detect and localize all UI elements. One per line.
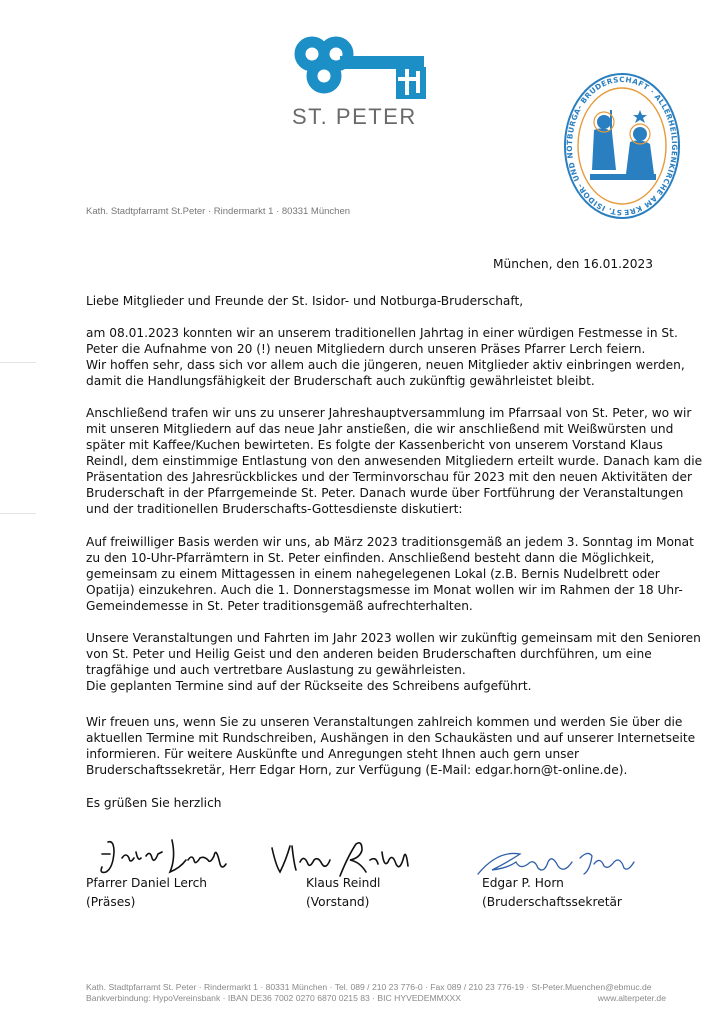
paragraph-line: und der traditionellen Bruderschafts-Gottesdienste diskutiert: xyxy=(86,502,463,516)
footer-row-bank xyxy=(86,993,666,1004)
letter-date: München, den 16.01.2023 xyxy=(493,257,653,271)
footer-bank-line: Bankverbindung: HypoVereinsbank · IBAN DE36 7002 0270 6870 0215 83 · BIC HYVEDEMMXXX xyxy=(86,993,461,1003)
signatory-1-name: Pfarrer Daniel Lerch xyxy=(86,876,207,890)
paragraph-line: informieren. Für weitere Auskünfte und Anregungen steht Ihnen auch gern unser xyxy=(86,747,580,761)
paragraph-line: von St. Peter und Heilig Geist und den anderen beiden Bruderschaften durchführen, um eine xyxy=(86,647,652,661)
st-peter-key-logo xyxy=(292,34,442,108)
signatory-1-role: (Präses) xyxy=(86,895,136,909)
paragraph-5 xyxy=(86,714,696,778)
seal-ring-text: ST. ISIDOR- UND NOTBURGA- BRUDERSCHAFT · ALLERHEILIGENKIRCHE AM KRE xyxy=(564,74,680,218)
paragraph-line: zu den 10-Uhr-Pfarrämtern in St. Peter einfinden. Anschließend besteht dann die Möglichkeit, xyxy=(86,551,655,565)
paragraph-line: Anschließend trafen wir uns zu unserer Jahreshauptversammlung im Pfarrsaal von St. Peter, wo wir xyxy=(86,406,692,420)
footer-website-link[interactable]: www.alterpeter.de xyxy=(597,993,666,1003)
paragraph-line: Wir hoffen sehr, dass sich vor allem auch die jüngeren, neuen Mitglieder aktiv einbringen werden, xyxy=(86,358,685,372)
paragraph-line: Auf freiwilliger Basis werden wir uns, ab März 2023 traditionsgemäß an jedem 3. Sonntag im Monat xyxy=(86,535,694,549)
paragraph-4 xyxy=(86,630,701,694)
paragraph-line: Wir freuen uns, wenn Sie zu unseren Veranstaltungen zahlreich kommen und werden Sie über die xyxy=(86,715,683,729)
paragraph-line: Die geplanten Termine sind auf der Rückseite des Schreibens aufgeführt. xyxy=(86,679,532,693)
fold-mark xyxy=(0,513,36,514)
footer-contact-line: Kath. Stadtpfarramt St. Peter · Rindermarkt 1 · 80331 München · Tel. 089 / 210 23 776-0 · Fax 089 / 210 23 776-19 · St-Peter.Muenchen@ebmuc.de xyxy=(86,982,652,992)
paragraph-line: tragfähige und auch vertretbare Auslastung zu gewährleisten. xyxy=(86,663,466,677)
signatory-2-name: Klaus Reindl xyxy=(306,876,381,890)
paragraph-line: Unsere Veranstaltungen und Fahrten im Jahr 2023 wollen wir zukünftig gemeinsam mit den Senioren xyxy=(86,631,701,645)
signatory-3-name: Edgar P. Horn xyxy=(482,876,564,890)
paragraph-line: damit die Handlungsfähigkeit der Bruderschaft auch zukünftig gewährleistet bleibt. xyxy=(86,374,595,388)
paragraph-line: Bruderschaftssekretär, Herr Edgar Horn, zur Verfügung (E-Mail: edgar.horn@t-online.de). xyxy=(86,763,628,777)
key-icon xyxy=(292,34,442,104)
paragraph-2 xyxy=(86,405,703,517)
paragraph-line: Reindl, dem einstimmige Entlastung von den anwesenden Mitgliedern erteilt wurde. Danach kam die xyxy=(86,454,703,468)
signatory-2-role: (Vorstand) xyxy=(306,895,370,909)
paragraph-line: aktuellen Termine mit Rundschreiben, Aushängen in den Schaukästen und auf unserer Internetseite xyxy=(86,731,696,745)
closing xyxy=(86,795,646,811)
footer xyxy=(86,982,666,1004)
paragraph-line: Präsentation des Jahresrückblickes und der Terminvorschau für 2023 mit den neuen Aktivitäten der xyxy=(86,470,692,484)
footer-row-contact xyxy=(86,982,666,993)
salutation xyxy=(86,293,646,309)
bruderschaft-seal xyxy=(562,70,682,224)
paragraph-line: später mit Kaffee/Kuchen bewirteten. Es folgte der Kassenbericht von unserem Vorstand Klaus xyxy=(86,438,663,452)
signatory-3-role: (Bruderschaftssekretär xyxy=(482,895,622,909)
sender-address-line: Kath. Stadtpfarramt St.Peter · Rindermarkt 1 · 80331 München xyxy=(86,206,351,217)
paragraph-3 xyxy=(86,534,694,614)
paragraph-line: gemeinsam zu einem Mittagessen in einem nahegelegenen Lokal (z.B. Bernis Nudelbrett oder xyxy=(86,567,660,581)
paragraph-line: mit unseren Mitgliedern auf das neue Jahr anstießen, die wir anschließend mit Weißwürsten und xyxy=(86,422,674,436)
seal-emblem-icon xyxy=(562,70,682,220)
closing-line: Es grüßen Sie herzlich xyxy=(86,796,222,810)
paragraph-line: Opatija) einzukehren. Auch die 1. Donnerstagsmesse im Monat wollen wir im Rahmen der 18 Uhr- xyxy=(86,583,683,597)
paragraph-line: Gemeindemesse in St. Peter traditionsgemäß aufrechterhalten. xyxy=(86,599,473,613)
fold-mark xyxy=(0,362,36,363)
paragraph-1 xyxy=(86,325,685,389)
paragraph-line: Peter die Aufnahme von 20 (!) neuen Mitgliedern durch unseren Präses Pfarrer Lerch feiern. xyxy=(86,342,646,356)
salutation-line: Liebe Mitglieder und Freunde der St. Isidor- und Notburga-Bruderschaft, xyxy=(86,294,524,308)
paragraph-line: Bruderschaft in der Pfarrgemeinde St. Peter. Danach wurde über Fortführung der Veranstaltungen xyxy=(86,486,684,500)
paragraph-line: am 08.01.2023 konnten wir an unserem traditionellen Jahrtag in einer würdigen Festmesse in St. xyxy=(86,326,678,340)
logo-wordmark: ST. PETER xyxy=(292,104,417,129)
